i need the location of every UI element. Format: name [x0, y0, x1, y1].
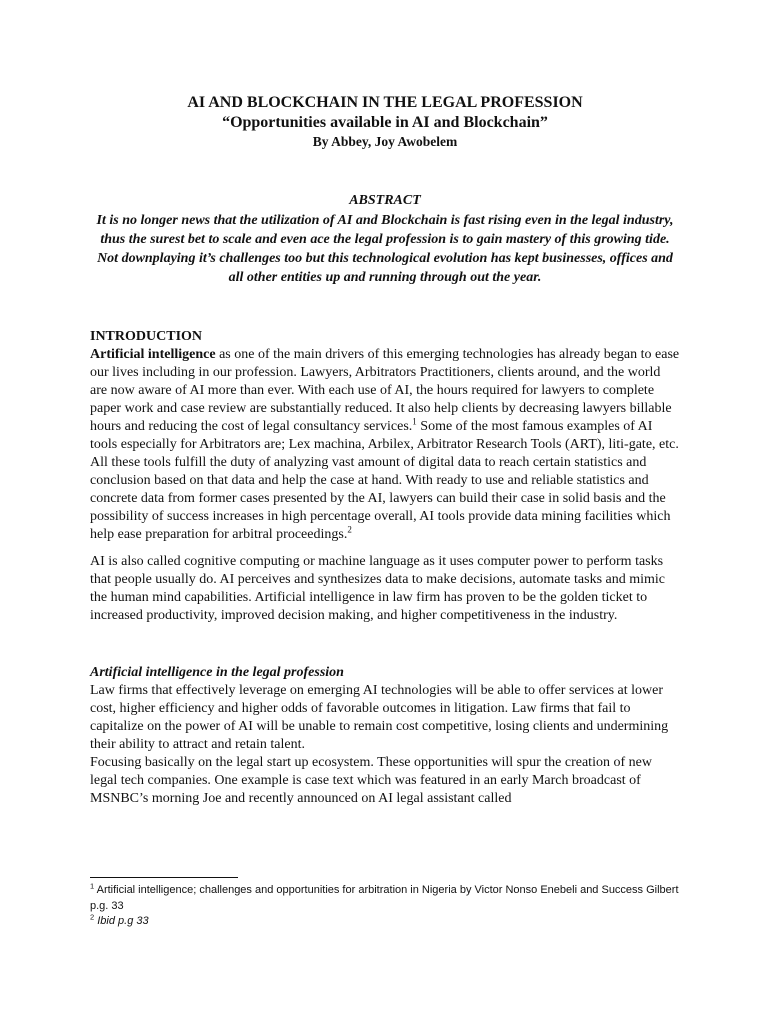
- footnotes: [90, 883, 680, 930]
- footnote-ref-1[interactable]: 1: [412, 416, 417, 427]
- footnote-divider: [90, 877, 238, 878]
- document-header: [90, 93, 680, 151]
- ai-legal-heading: Artificial intelligence in the legal profession: [90, 665, 344, 680]
- ai-legal-section: [90, 664, 680, 808]
- abstract-body: It is no longer news that the utilization of AI and Blockchain is fast rising even in the legal industry, thus the surest bet to scale and even ace the legal profession is to gain mastery of this growing tide. Not downplaying it’s challenges too but this technological evolution has kept businesses, offices and all other entities up and running through out the year.: [96, 213, 674, 285]
- footnote-1: [90, 883, 680, 914]
- introduction-heading: INTRODUCTION: [90, 329, 203, 344]
- introduction-paragraph-1-text-a: as one of the main drivers of this emerging technologies has already began to ease our lives including in our profession. Lawyers, Arbitrators Practitioners, clients around, and the world are now aware of AI more than ever. With each use of AI, the hours required for lawyers to complete paper work and case review are substantially reduced. It also help clients by decreasing lawyers billable hours and reducing the cost of legal consultancy services.: [90, 347, 680, 434]
- abstract-heading: ABSTRACT: [349, 193, 421, 208]
- ai-legal-paragraph-2: Focusing basically on the legal start up ecosystem. These opportunities will spur the creation of new legal tech companies. One example is case text which was featured in an early March broadcast of MSNBC’s morning Joe and recently announced on AI legal assistant called: [90, 755, 652, 806]
- document-title: AI AND BLOCKCHAIN IN THE LEGAL PROFESSION: [187, 94, 583, 111]
- footnote-1-text: Artificial intelligence; challenges and opportunities for arbitration in Nigeria by Victor Nonso Enebeli and Success Gilbert p.g. 33: [90, 884, 679, 912]
- introduction-paragraph-1-text-b: Some of the most famous examples of AI tools especially for Arbitrators are; Lex machina, Arbilex, Arbitrator Research Tools (ART), liti-gate, etc. All these tools fulfill the duty of analyzing vast amount of digital data to reach certain statistics and conclusion based on that data and help the case at hand. With ready to use and reliable statistics and concrete data from former cases presented by the AI, lawyers can build their case in solid basis and the possibility of success increases in high percentage overall, AI tools provide data mining facilities which help ease preparation for arbitral proceedings.: [90, 419, 679, 542]
- abstract-section: [90, 191, 680, 287]
- footnote-2-number: 2: [90, 912, 95, 922]
- introduction-paragraph-1: [90, 346, 680, 544]
- document-author: By Abbey, Joy Awobelem: [312, 134, 458, 149]
- ai-legal-paragraph-1: Law firms that effectively leverage on emerging AI technologies will be able to offer services at lower cost, higher efficiency and higher odds of favorable outcomes in litigation. Law firms that fail to capitalize on the power of AI will be unable to remain cost competitive, losing clients and undermining their ability to attract and retain talent.: [90, 683, 669, 752]
- introduction-section: [90, 328, 680, 625]
- introduction-paragraph-2: AI is also called cognitive computing or machine language as it uses computer power to perform tasks that people usually do. AI perceives and synthesizes data to make decisions, automate tasks and mimic the human mind capabilities. Artificial intelligence in law firm has proven to be the golden ticket to increased productivity, improved decision making, and higher competitiveness in the industry.: [90, 554, 666, 623]
- footnote-2: [90, 914, 680, 930]
- footnote-ref-2[interactable]: 2: [347, 524, 352, 535]
- footnote-2-text: Ibid p.g 33: [94, 915, 149, 927]
- document-page: [90, 93, 680, 808]
- introduction-lead-term: Artificial intelligence: [90, 347, 216, 362]
- footnote-1-number: 1: [90, 881, 95, 891]
- document-subtitle: “Opportunities available in AI and Blockchain”: [222, 114, 548, 131]
